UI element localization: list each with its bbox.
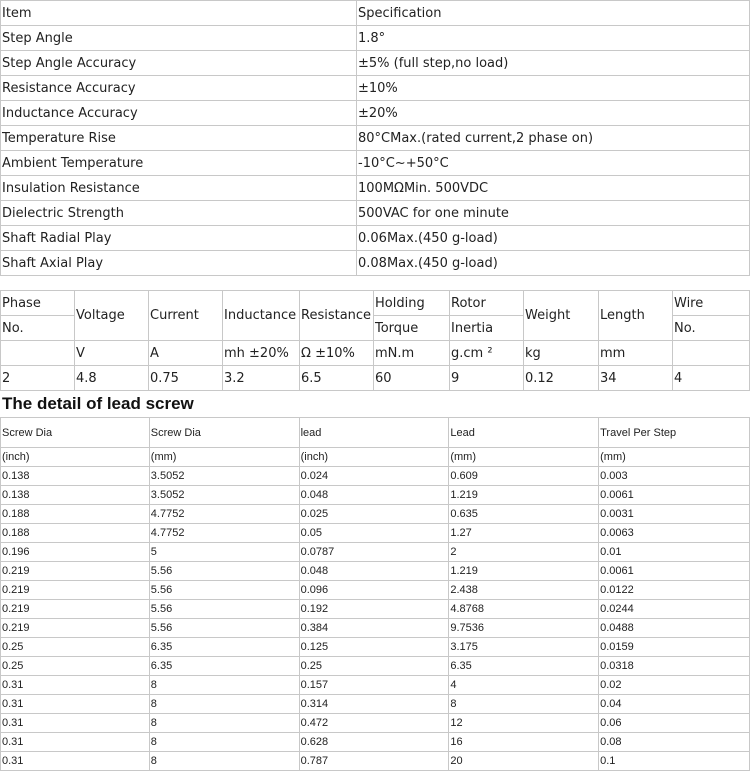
spec-row bbox=[1, 251, 750, 276]
motor-header-cell: Inertia bbox=[450, 316, 524, 341]
spec-item-cell: Inductance Accuracy bbox=[1, 101, 357, 126]
lead-data-cell: 0.157 bbox=[299, 676, 449, 695]
lead-header-cell: Screw Dia bbox=[1, 418, 150, 448]
lead-data-row bbox=[1, 600, 750, 619]
lead-data-cell: 3.5052 bbox=[149, 467, 299, 486]
spec-item-cell: Ambient Temperature bbox=[1, 151, 357, 176]
spec-row bbox=[1, 201, 750, 226]
lead-data-cell: 5.56 bbox=[149, 619, 299, 638]
lead-header-cell: Travel Per Step bbox=[599, 418, 750, 448]
lead-data-cell: 16 bbox=[449, 733, 599, 752]
lead-data-cell: 0.048 bbox=[299, 486, 449, 505]
lead-data-row bbox=[1, 562, 750, 581]
motor-value-cell: 0.12 bbox=[524, 366, 599, 391]
lead-data-row bbox=[1, 581, 750, 600]
spec-item-cell: Dielectric Strength bbox=[1, 201, 357, 226]
motor-value-cell: 2 bbox=[1, 366, 75, 391]
lead-data-cell: 0.609 bbox=[449, 467, 599, 486]
lead-data-cell: 0.25 bbox=[299, 657, 449, 676]
motor-unit-cell: A bbox=[149, 341, 223, 366]
motor-unit-cell: Ω ±10% bbox=[300, 341, 374, 366]
lead-data-row bbox=[1, 714, 750, 733]
motor-unit-cell: mN.m bbox=[374, 341, 450, 366]
spec-row bbox=[1, 26, 750, 51]
spec-value-cell: 0.06Max.(450 g-load) bbox=[357, 226, 750, 251]
spec-item-cell: Shaft Axial Play bbox=[1, 251, 357, 276]
lead-data-cell: 0.384 bbox=[299, 619, 449, 638]
motor-header-cell: Voltage bbox=[75, 291, 149, 341]
lead-data-cell: 0.01 bbox=[599, 543, 750, 562]
lead-units-row bbox=[1, 448, 750, 467]
spec-item-cell: Temperature Rise bbox=[1, 126, 357, 151]
motor-units-row bbox=[1, 341, 750, 366]
motor-unit-cell: g.cm ² bbox=[450, 341, 524, 366]
motor-value-cell: 3.2 bbox=[223, 366, 300, 391]
motor-header-row bbox=[1, 291, 750, 316]
motor-value-cell: 0.75 bbox=[149, 366, 223, 391]
lead-data-cell: 8 bbox=[149, 733, 299, 752]
lead-header-cell: lead bbox=[299, 418, 449, 448]
lead-screw-table bbox=[0, 417, 750, 771]
lead-data-cell: 4.7752 bbox=[149, 505, 299, 524]
motor-table-body bbox=[1, 291, 750, 391]
spec-item-cell: Resistance Accuracy bbox=[1, 76, 357, 101]
lead-data-row bbox=[1, 505, 750, 524]
lead-data-cell: 0.0061 bbox=[599, 486, 750, 505]
lead-data-cell: 1.219 bbox=[449, 486, 599, 505]
lead-header-cell: Lead bbox=[449, 418, 599, 448]
lead-data-cell: 9.7536 bbox=[449, 619, 599, 638]
spec-table bbox=[0, 0, 750, 276]
lead-data-cell: 0.02 bbox=[599, 676, 750, 695]
lead-data-cell: 0.192 bbox=[299, 600, 449, 619]
lead-data-cell: 0.06 bbox=[599, 714, 750, 733]
motor-unit-cell bbox=[1, 341, 75, 366]
spec-value-cell: 100MΩMin. 500VDC bbox=[357, 176, 750, 201]
lead-data-cell: 0.0061 bbox=[599, 562, 750, 581]
lead-data-cell: 0.25 bbox=[1, 657, 150, 676]
motor-header-cell: Wire bbox=[673, 291, 750, 316]
lead-data-cell: 1.27 bbox=[449, 524, 599, 543]
spec-item-cell: Insulation Resistance bbox=[1, 176, 357, 201]
motor-header-cell: Rotor bbox=[450, 291, 524, 316]
lead-data-cell: 0.787 bbox=[299, 752, 449, 771]
motor-header-cell: No. bbox=[673, 316, 750, 341]
spec-row bbox=[1, 76, 750, 101]
spec-value-cell: -10°C~+50°C bbox=[357, 151, 750, 176]
motor-header-cell: Phase bbox=[1, 291, 75, 316]
motor-unit-cell: kg bbox=[524, 341, 599, 366]
motor-value-cell: 6.5 bbox=[300, 366, 374, 391]
lead-data-row bbox=[1, 733, 750, 752]
lead-data-cell: 0.025 bbox=[299, 505, 449, 524]
lead-data-row bbox=[1, 524, 750, 543]
motor-header-cell: Inductance bbox=[223, 291, 300, 341]
lead-data-cell: 0.31 bbox=[1, 676, 150, 695]
motor-value-cell: 60 bbox=[374, 366, 450, 391]
motor-value-cell: 4.8 bbox=[75, 366, 149, 391]
lead-data-cell: 0.0063 bbox=[599, 524, 750, 543]
spec-row bbox=[1, 101, 750, 126]
lead-data-cell: 0.138 bbox=[1, 486, 150, 505]
motor-header-cell: No. bbox=[1, 316, 75, 341]
lead-data-cell: 5.56 bbox=[149, 600, 299, 619]
lead-unit-cell: (mm) bbox=[599, 448, 750, 467]
lead-data-cell: 0.0159 bbox=[599, 638, 750, 657]
lead-data-cell: 0.003 bbox=[599, 467, 750, 486]
lead-data-cell: 0.219 bbox=[1, 581, 150, 600]
lead-data-row bbox=[1, 752, 750, 771]
lead-data-cell: 2.438 bbox=[449, 581, 599, 600]
lead-data-cell: 0.628 bbox=[299, 733, 449, 752]
motor-header-cell: Torque bbox=[374, 316, 450, 341]
lead-data-row bbox=[1, 486, 750, 505]
lead-data-cell: 0.0488 bbox=[599, 619, 750, 638]
spec-item-cell: Step Angle bbox=[1, 26, 357, 51]
lead-data-row bbox=[1, 543, 750, 562]
motor-unit-cell: mm bbox=[599, 341, 673, 366]
lead-data-cell: 0.0031 bbox=[599, 505, 750, 524]
lead-data-cell: 0.314 bbox=[299, 695, 449, 714]
motor-unit-cell: mh ±20% bbox=[223, 341, 300, 366]
lead-data-row bbox=[1, 638, 750, 657]
lead-data-cell: 0.0122 bbox=[599, 581, 750, 600]
lead-data-row bbox=[1, 695, 750, 714]
lead-data-cell: 0.0244 bbox=[599, 600, 750, 619]
spec-row bbox=[1, 51, 750, 76]
lead-data-cell: 0.0318 bbox=[599, 657, 750, 676]
spec-row bbox=[1, 151, 750, 176]
lead-data-cell: 8 bbox=[149, 676, 299, 695]
lead-data-cell: 0.188 bbox=[1, 505, 150, 524]
spec-row bbox=[1, 226, 750, 251]
lead-header-row bbox=[1, 418, 750, 448]
lead-data-cell: 5.56 bbox=[149, 581, 299, 600]
lead-data-cell: 3.175 bbox=[449, 638, 599, 657]
lead-data-cell: 0.048 bbox=[299, 562, 449, 581]
lead-unit-cell: (mm) bbox=[449, 448, 599, 467]
lead-data-cell: 0.08 bbox=[599, 733, 750, 752]
spec-value-cell: ±10% bbox=[357, 76, 750, 101]
lead-data-row bbox=[1, 619, 750, 638]
lead-unit-cell: (inch) bbox=[1, 448, 150, 467]
lead-data-cell: 4.8768 bbox=[449, 600, 599, 619]
lead-data-cell: 0.31 bbox=[1, 695, 150, 714]
spec-value-cell: 0.08Max.(450 g-load) bbox=[357, 251, 750, 276]
lead-screw-table-body bbox=[1, 418, 750, 771]
spec-value-cell: ±20% bbox=[357, 101, 750, 126]
lead-header-cell: Screw Dia bbox=[149, 418, 299, 448]
lead-data-cell: 0.1 bbox=[599, 752, 750, 771]
spec-header-specification: Specification bbox=[357, 1, 750, 26]
lead-data-row bbox=[1, 657, 750, 676]
lead-data-cell: 0.188 bbox=[1, 524, 150, 543]
lead-data-cell: 0.024 bbox=[299, 467, 449, 486]
lead-data-cell: 0.04 bbox=[599, 695, 750, 714]
spec-value-cell: 500VAC for one minute bbox=[357, 201, 750, 226]
lead-data-cell: 0.096 bbox=[299, 581, 449, 600]
lead-data-cell: 2 bbox=[449, 543, 599, 562]
lead-data-cell: 4 bbox=[449, 676, 599, 695]
motor-value-cell: 34 bbox=[599, 366, 673, 391]
spec-item-cell: Step Angle Accuracy bbox=[1, 51, 357, 76]
spec-row bbox=[1, 126, 750, 151]
lead-data-cell: 0.31 bbox=[1, 714, 150, 733]
lead-data-cell: 0.196 bbox=[1, 543, 150, 562]
motor-header-cell: Holding bbox=[374, 291, 450, 316]
lead-data-cell: 0.25 bbox=[1, 638, 150, 657]
lead-data-cell: 6.35 bbox=[149, 657, 299, 676]
motor-header-cell: Weight bbox=[524, 291, 599, 341]
motor-value-cell: 9 bbox=[450, 366, 524, 391]
spec-item-cell: Shaft Radial Play bbox=[1, 226, 357, 251]
lead-data-cell: 6.35 bbox=[149, 638, 299, 657]
motor-header-cell: Current bbox=[149, 291, 223, 341]
lead-data-cell: 5 bbox=[149, 543, 299, 562]
lead-data-cell: 8 bbox=[149, 695, 299, 714]
lead-unit-cell: (inch) bbox=[299, 448, 449, 467]
lead-data-cell: 0.635 bbox=[449, 505, 599, 524]
lead-data-cell: 8 bbox=[449, 695, 599, 714]
lead-data-row bbox=[1, 676, 750, 695]
lead-data-cell: 0.219 bbox=[1, 619, 150, 638]
lead-data-cell: 0.125 bbox=[299, 638, 449, 657]
lead-data-cell: 20 bbox=[449, 752, 599, 771]
lead-data-cell: 12 bbox=[449, 714, 599, 733]
motor-unit-cell: V bbox=[75, 341, 149, 366]
motor-table bbox=[0, 290, 750, 391]
spec-value-cell: ±5% (full step,no load) bbox=[357, 51, 750, 76]
lead-data-row bbox=[1, 467, 750, 486]
spec-header-item: Item bbox=[1, 1, 357, 26]
lead-data-cell: 1.219 bbox=[449, 562, 599, 581]
spec-value-cell: 1.8° bbox=[357, 26, 750, 51]
lead-data-cell: 0.31 bbox=[1, 733, 150, 752]
spec-row bbox=[1, 176, 750, 201]
lead-data-cell: 0.472 bbox=[299, 714, 449, 733]
lead-data-cell: 0.219 bbox=[1, 600, 150, 619]
motor-value-cell: 4 bbox=[673, 366, 750, 391]
lead-data-cell: 0.31 bbox=[1, 752, 150, 771]
spec-value-cell: 80°CMax.(rated current,2 phase on) bbox=[357, 126, 750, 151]
spec-table-body bbox=[1, 1, 750, 276]
lead-data-cell: 8 bbox=[149, 714, 299, 733]
lead-data-cell: 0.219 bbox=[1, 562, 150, 581]
spec-header-row bbox=[1, 1, 750, 26]
lead-data-cell: 0.05 bbox=[299, 524, 449, 543]
motor-unit-cell bbox=[673, 341, 750, 366]
lead-data-cell: 0.0787 bbox=[299, 543, 449, 562]
lead-data-cell: 5.56 bbox=[149, 562, 299, 581]
motor-values-row bbox=[1, 366, 750, 391]
lead-screw-title: The detail of lead screw bbox=[2, 394, 194, 413]
lead-unit-cell: (mm) bbox=[149, 448, 299, 467]
lead-data-cell: 6.35 bbox=[449, 657, 599, 676]
lead-data-cell: 8 bbox=[149, 752, 299, 771]
lead-data-cell: 0.138 bbox=[1, 467, 150, 486]
lead-data-cell: 4.7752 bbox=[149, 524, 299, 543]
motor-header-cell: Length bbox=[599, 291, 673, 341]
lead-data-cell: 3.5052 bbox=[149, 486, 299, 505]
motor-header-cell: Resistance bbox=[300, 291, 374, 341]
